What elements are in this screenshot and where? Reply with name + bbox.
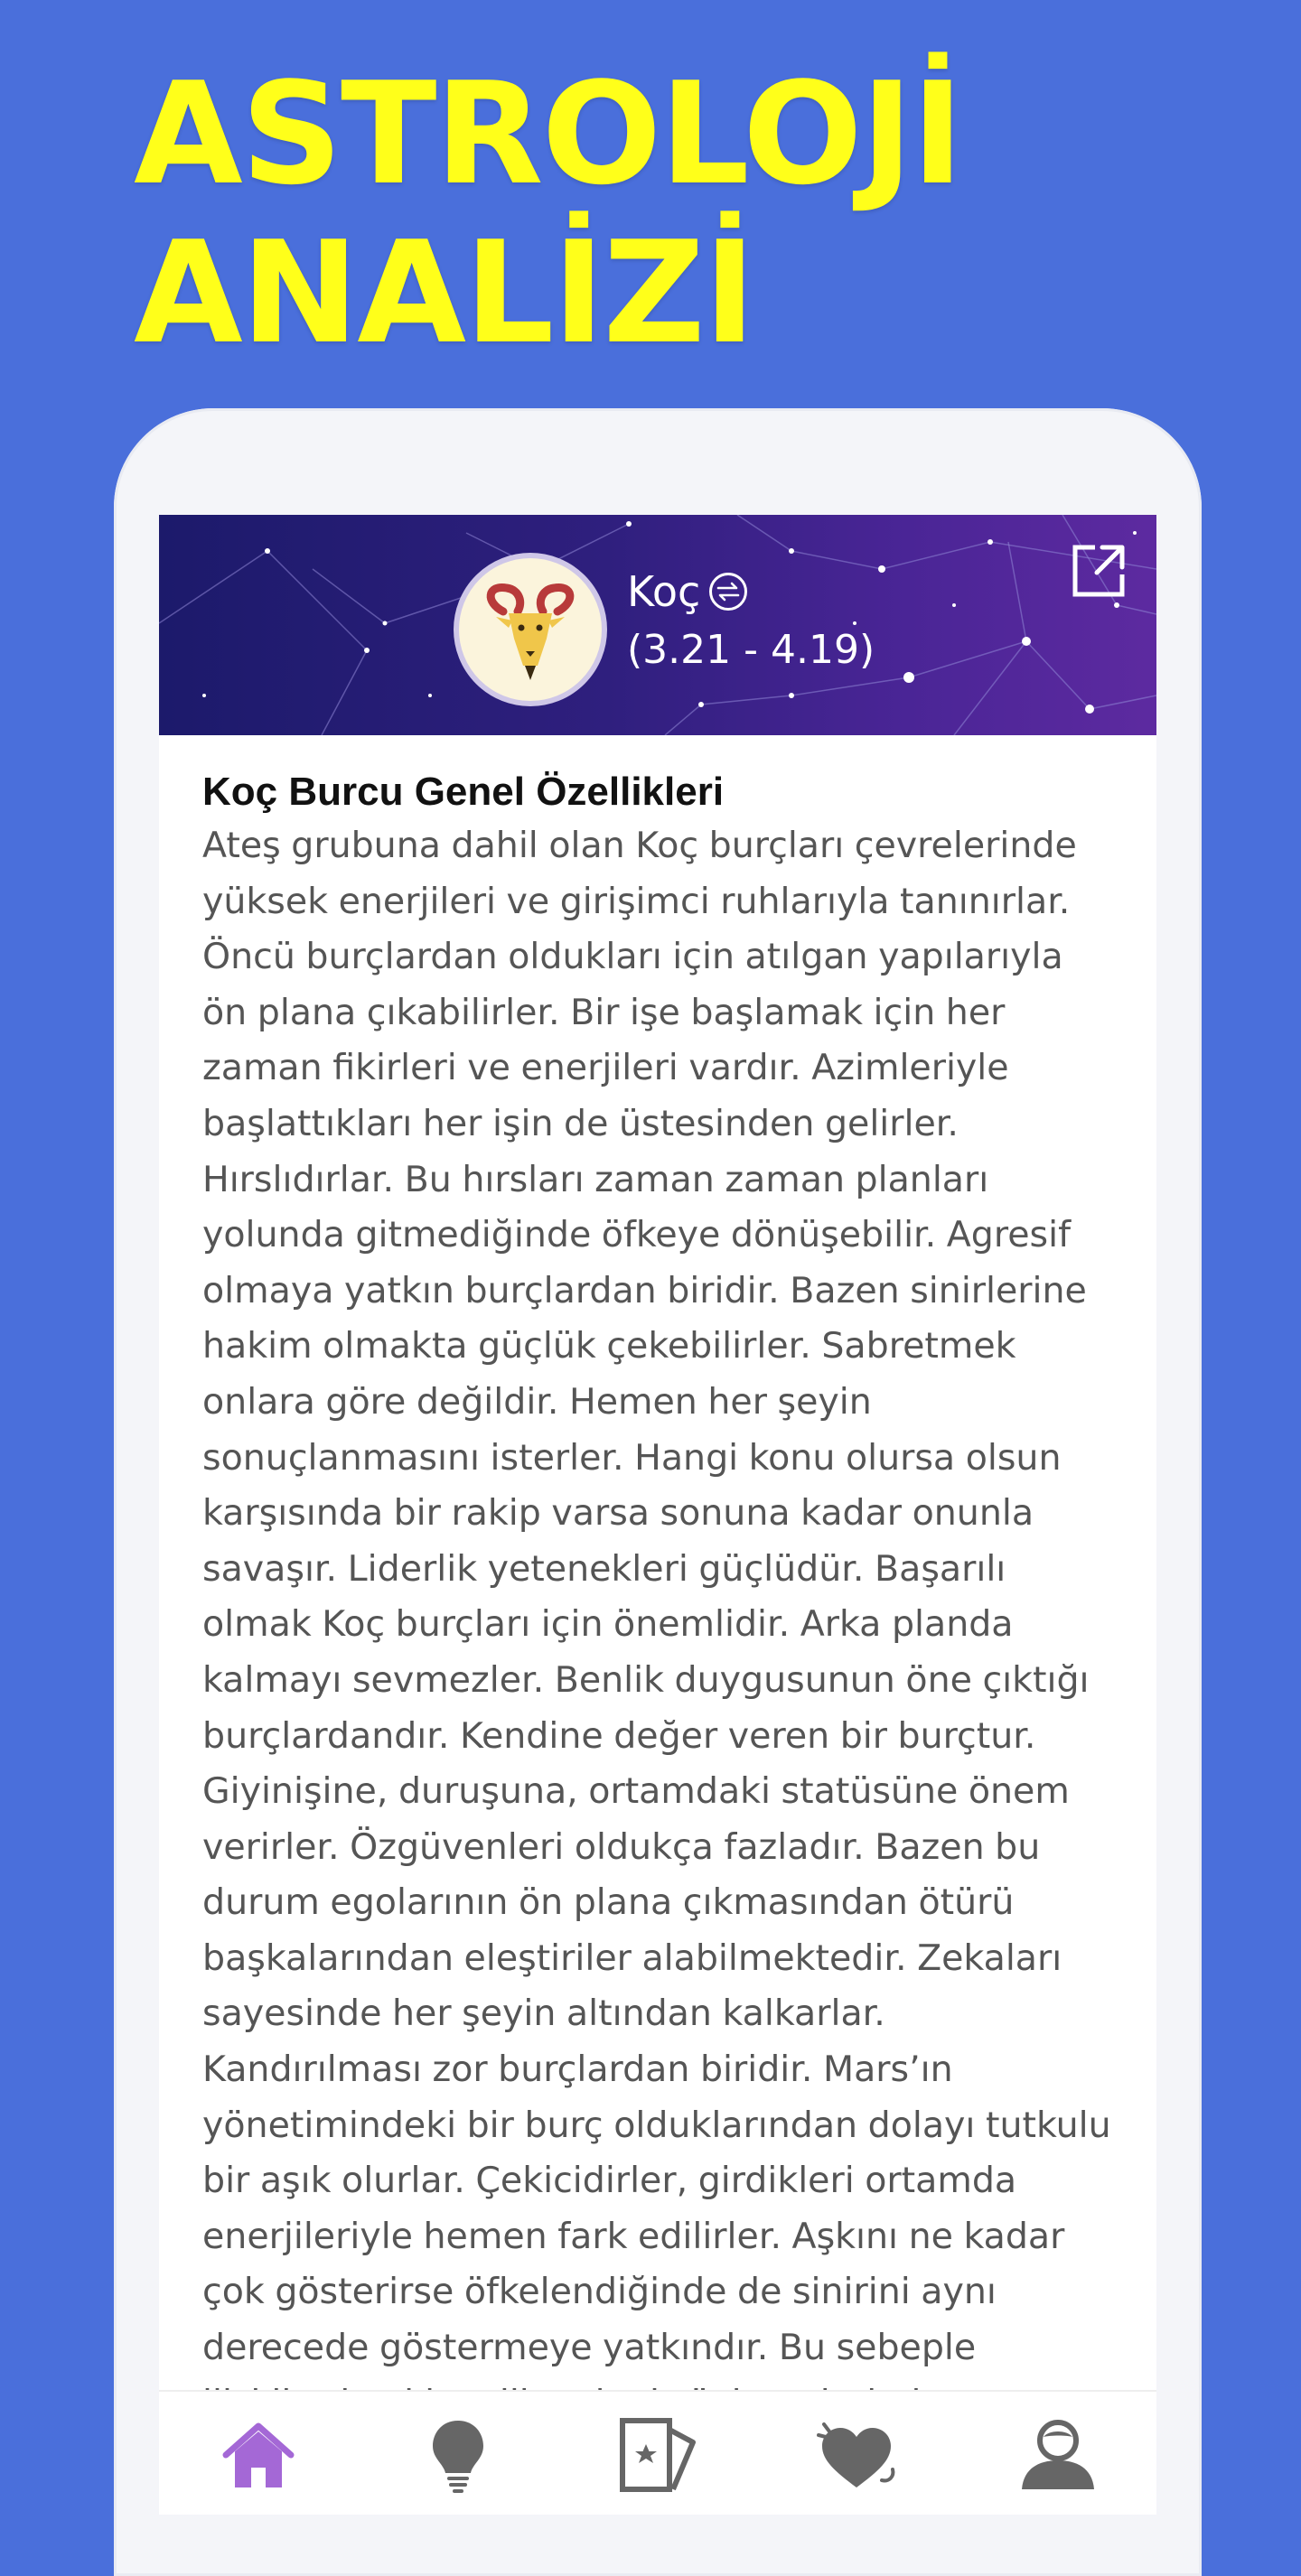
- nav-tarot[interactable]: [604, 2401, 712, 2509]
- share-icon[interactable]: [1070, 542, 1128, 600]
- nav-love[interactable]: [803, 2401, 912, 2509]
- home-icon: [220, 2419, 296, 2491]
- heart-icon: [817, 2417, 898, 2493]
- promo-title-line2: ANALİZİ: [134, 210, 754, 375]
- bottom-nav: [159, 2390, 1156, 2515]
- promo-title-line1: ASTROLOJİ: [134, 51, 962, 216]
- tarot-card-icon: [617, 2417, 698, 2493]
- profile-icon: [1016, 2417, 1098, 2493]
- nav-home[interactable]: [204, 2401, 313, 2509]
- sign-header: [159, 515, 1156, 735]
- constellation-background: [159, 515, 1156, 735]
- section-body: Ateş grubuna dahil olan Koç burçları çevrelerinde yüksek enerjileri ve girişimci ruhlarıyla tanınırlar. Öncü burçlardan oldukları için atılgan yapılarıyla ön plana çıkabilirler. Bir işe başlamak için her zaman fikirleri ve enerjileri vardır. Azimleriyle başlattıkları her işin de üstesinden gelirler. Hırslıdırlar. Bu hırsları zaman zaman planları yolunda gitmediğinde öfkeye dönüşebilir. Agresif olmaya yatkın burçlardan biridir. Bazen sinirlerine hakim olmakta güçlük çekebilirler. Sabretmek onlara göre değildir. Hemen her şeyin sonuçlanmasını isterler. Hangi konu olursa olsun karşısında bir rakip varsa sonuna kadar onunla savaşır. Liderlik yetenekleri güçlüdür. Başarılı olmak Koç burçları için önemlidir. Arka planda kalmayı sevmezler. Benlik duygusunun öne çıktığı burçlardandır. Kendine değer veren bir burçtur. Giyinişine, duruşuna, ortamdaki statüsüne önem verirler. Özgüvenleri oldukça fazladır. Bazen bu durum egolarının ön plana çıkmasından ötürü başkalarından eleştiriler alabilmektedir. Zekaları sayesinde her şeyin altından kalkarlar. Kandırılması zor burçlardan biridir. Mars’ın yönetimindeki bir burç olduklarından dolayı tutkulu bir aşık olurlar. Çekicidirler, girdikleri ortamda enerjileriyle hemen fark edilirler. Aşkını ne kadar çok gösterirse öfkelendiğinde de sinirini aynı derecede göstermeye yatkındır. Bu sebeple: [202, 825, 1111, 2369]
- sign-name: Koç: [627, 567, 701, 616]
- lightbulb-icon: [429, 2417, 487, 2493]
- sign-description: [202, 766, 1115, 2487]
- section-title: Koç Burcu Genel Özellikleri: [202, 770, 725, 814]
- ram-icon: [476, 575, 585, 684]
- app-screen: [159, 515, 1156, 2515]
- nav-profile[interactable]: [1003, 2401, 1111, 2509]
- ram-sign-badge: [454, 553, 607, 706]
- sign-name-row: [627, 567, 747, 616]
- nav-ideas[interactable]: [404, 2401, 512, 2509]
- swap-icon[interactable]: [709, 573, 747, 611]
- promo-title: [134, 51, 962, 375]
- sign-dates: (3.21 - 4.19): [627, 627, 875, 673]
